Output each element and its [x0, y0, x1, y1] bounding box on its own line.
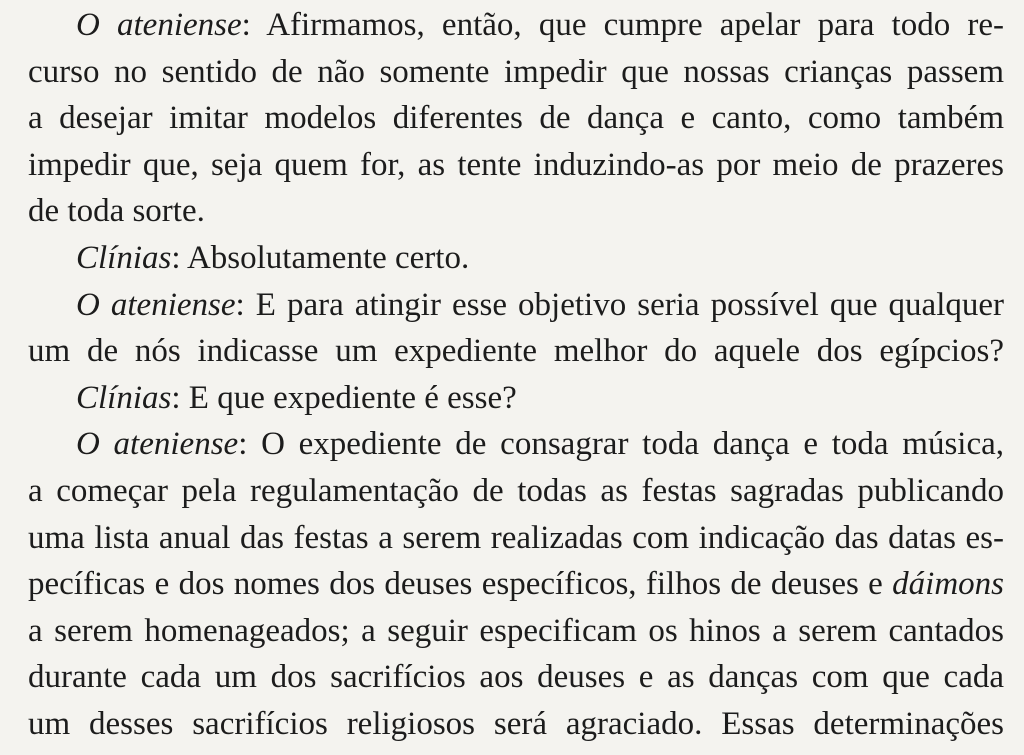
speaker-athenian: O ateniense	[76, 426, 239, 463]
paragraph-3-line-1	[28, 282, 1004, 329]
text-line: uma lista anual das festas a serem realizadas com indicação das datas es-	[28, 519, 1004, 556]
colon: :	[241, 7, 251, 43]
text-line: pecíficas e dos nomes dos deuses específicos, filhos de deuses e	[28, 566, 893, 603]
speaker-clinias: Clínias	[76, 239, 172, 276]
paragraph-1-line-5	[28, 188, 1004, 235]
text-line: E que expediente é esse?	[188, 379, 517, 416]
colon: :	[171, 379, 181, 416]
speaker-athenian: O ateniense	[76, 7, 242, 43]
paragraph-5-line-5	[28, 608, 1004, 655]
text-line: a começar pela regulamentação de todas as festas sagradas publicando	[28, 472, 1004, 509]
paragraph-5-line-3	[28, 515, 1004, 562]
text-line: um desses sacrifícios religiosos será agraciado. Essas determinações	[28, 705, 1004, 742]
paragraph-3-line-2	[28, 328, 1004, 375]
text-line: a desejar imitar modelos diferentes de dança e canto, como também	[28, 100, 1004, 137]
paragraph-2-line-1	[28, 235, 1004, 282]
speaker-athenian: O ateniense	[76, 286, 236, 323]
paragraph-5-line-7	[28, 701, 1004, 748]
paragraph-5-line-2	[28, 468, 1004, 515]
text-line: Absolutamente certo.	[186, 239, 470, 276]
text-line: E para atingir esse objetivo seria possível que qualquer	[255, 286, 1004, 323]
paragraph-5-line-4	[28, 561, 1004, 608]
italic-term: dáimons	[892, 566, 1004, 603]
colon: :	[171, 239, 181, 276]
paragraph-4-line-1	[28, 375, 1004, 422]
paragraph-5-line-1	[28, 421, 1004, 468]
paragraph-5-line-6	[28, 654, 1004, 701]
colon: :	[238, 426, 248, 463]
text-line: de toda sorte.	[28, 193, 205, 230]
paragraph-1-line-3	[28, 95, 1004, 142]
text-line: Afirmamos, então, que cumpre apelar para todo re-	[266, 7, 1005, 43]
colon: :	[235, 286, 245, 323]
paragraph-1-line-2	[28, 49, 1004, 96]
paragraph-1-line-1	[28, 2, 1004, 49]
document-page	[28, 2, 1004, 748]
text-line: curso no sentido de não somente impedir que nossas crianças passem	[28, 53, 1004, 90]
text-line: a serem homenageados; a seguir especificam os hinos a serem cantados	[28, 612, 1004, 649]
text-line: um de nós indicasse um expediente melhor do aquele dos egípcios?	[28, 333, 1004, 370]
text-line: O expediente de consagrar toda dança e toda música,	[261, 426, 1005, 463]
text-line: durante cada um dos sacrifícios aos deuses e as danças com que cada	[28, 659, 1004, 696]
text-line: impedir que, seja quem for, as tente induzindo-as por meio de prazeres	[28, 146, 1004, 183]
speaker-clinias: Clínias	[76, 379, 172, 416]
paragraph-1-line-4	[28, 142, 1004, 189]
